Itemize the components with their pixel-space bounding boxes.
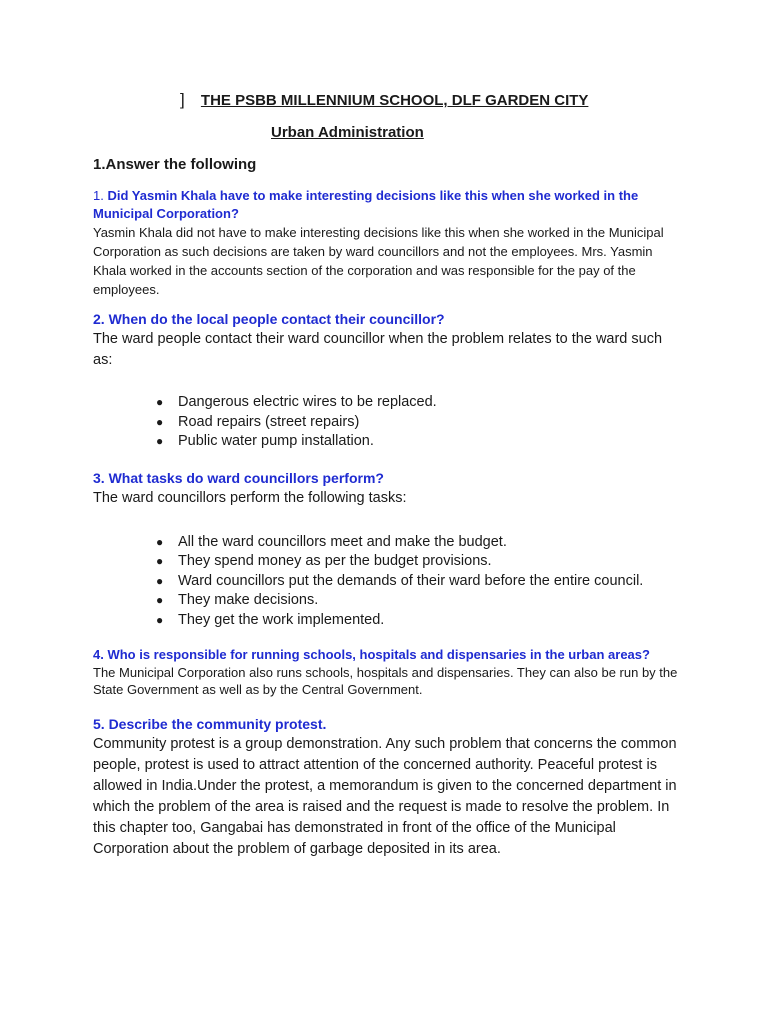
answer-2: The ward people contact their ward councillor when the problem relates to the ward such as: — [93, 331, 663, 368]
question-2: 2. When do the local people contact their councillor? — [93, 311, 445, 327]
content — [93, 187, 683, 860]
bullet-icon: ● — [156, 395, 164, 409]
bullet-icon: ● — [156, 612, 164, 627]
question-1-text: Did Yasmin Khala have to make interesting decisions like this when she worked in the Municipal Corporation? — [93, 188, 639, 221]
list-item: ● Dangerous electric wires to be replaced. — [93, 393, 683, 413]
subject-title: Urban Administration — [271, 124, 424, 141]
answer-2-list — [93, 393, 683, 452]
bullet-icon: ● — [156, 593, 164, 607]
answer-3-list — [93, 533, 683, 631]
answer-5: Community protest is a group demonstration. Any such problem that concerns the common people, protest is used to attract attention of the concerned authority. Peaceful protest is allowed in India.Under the protest, a memorandum is given to the concerned department in which the problem of the area is raised and the request is made to resolve the problem. In this chapter too, Gangabai has demonstrated in front of the office of the Municipal Corporation about the problem of garbage deposited in its area. — [93, 736, 677, 857]
list-item: ● They make decisions. — [93, 591, 683, 611]
answer-3: The ward councillors perform the following tasks: — [93, 489, 407, 506]
header-bracket: ] — [180, 90, 185, 109]
bullet-icon: ● — [156, 434, 164, 448]
question-5: 5. Describe the community protest. — [93, 716, 327, 732]
school-name: THE PSBB MILLENNIUM SCHOOL, DLF GARDEN CITY — [200, 92, 589, 109]
list-item: ● All the ward councillors meet and make the budget. — [93, 533, 683, 553]
bullet-icon: ● — [156, 573, 164, 588]
question-1-number: 1. — [93, 188, 104, 203]
list-item: ● They spend money as per the budget provisions. — [93, 552, 683, 572]
bullet-icon: ● — [156, 554, 164, 568]
question-1 — [93, 187, 683, 223]
list-item: ● Public water pump installation. — [93, 432, 683, 452]
section-heading: 1.Answer the following — [93, 156, 257, 173]
answer-4: The Municipal Corporation also runs schools, hospitals and dispensaries. They can also be run by the State Government as well as by the Central Government. — [93, 665, 678, 697]
list-item: ● Road repairs (street repairs) — [93, 413, 683, 433]
bullet-icon: ● — [156, 534, 164, 549]
list-item: ● Ward councillors put the demands of their ward before the entire council. — [93, 572, 683, 592]
list-item: ● They get the work implemented. — [93, 611, 683, 631]
school-header — [180, 90, 740, 110]
bullet-icon: ● — [156, 414, 164, 429]
answer-1: Yasmin Khala did not have to make interesting decisions like this when she worked in the Municipal Corporation as such decisions are taken by ward councillors and not the employees. Mrs. Yasmin Khala worked in the accounts section of the corporation and was responsible for the pay of the employees. — [93, 225, 664, 297]
question-3: 3. What tasks do ward councillors perform? — [93, 469, 384, 486]
question-4: 4. Who is responsible for running schools, hospitals and dispensaries in the urban areas? — [93, 647, 650, 662]
